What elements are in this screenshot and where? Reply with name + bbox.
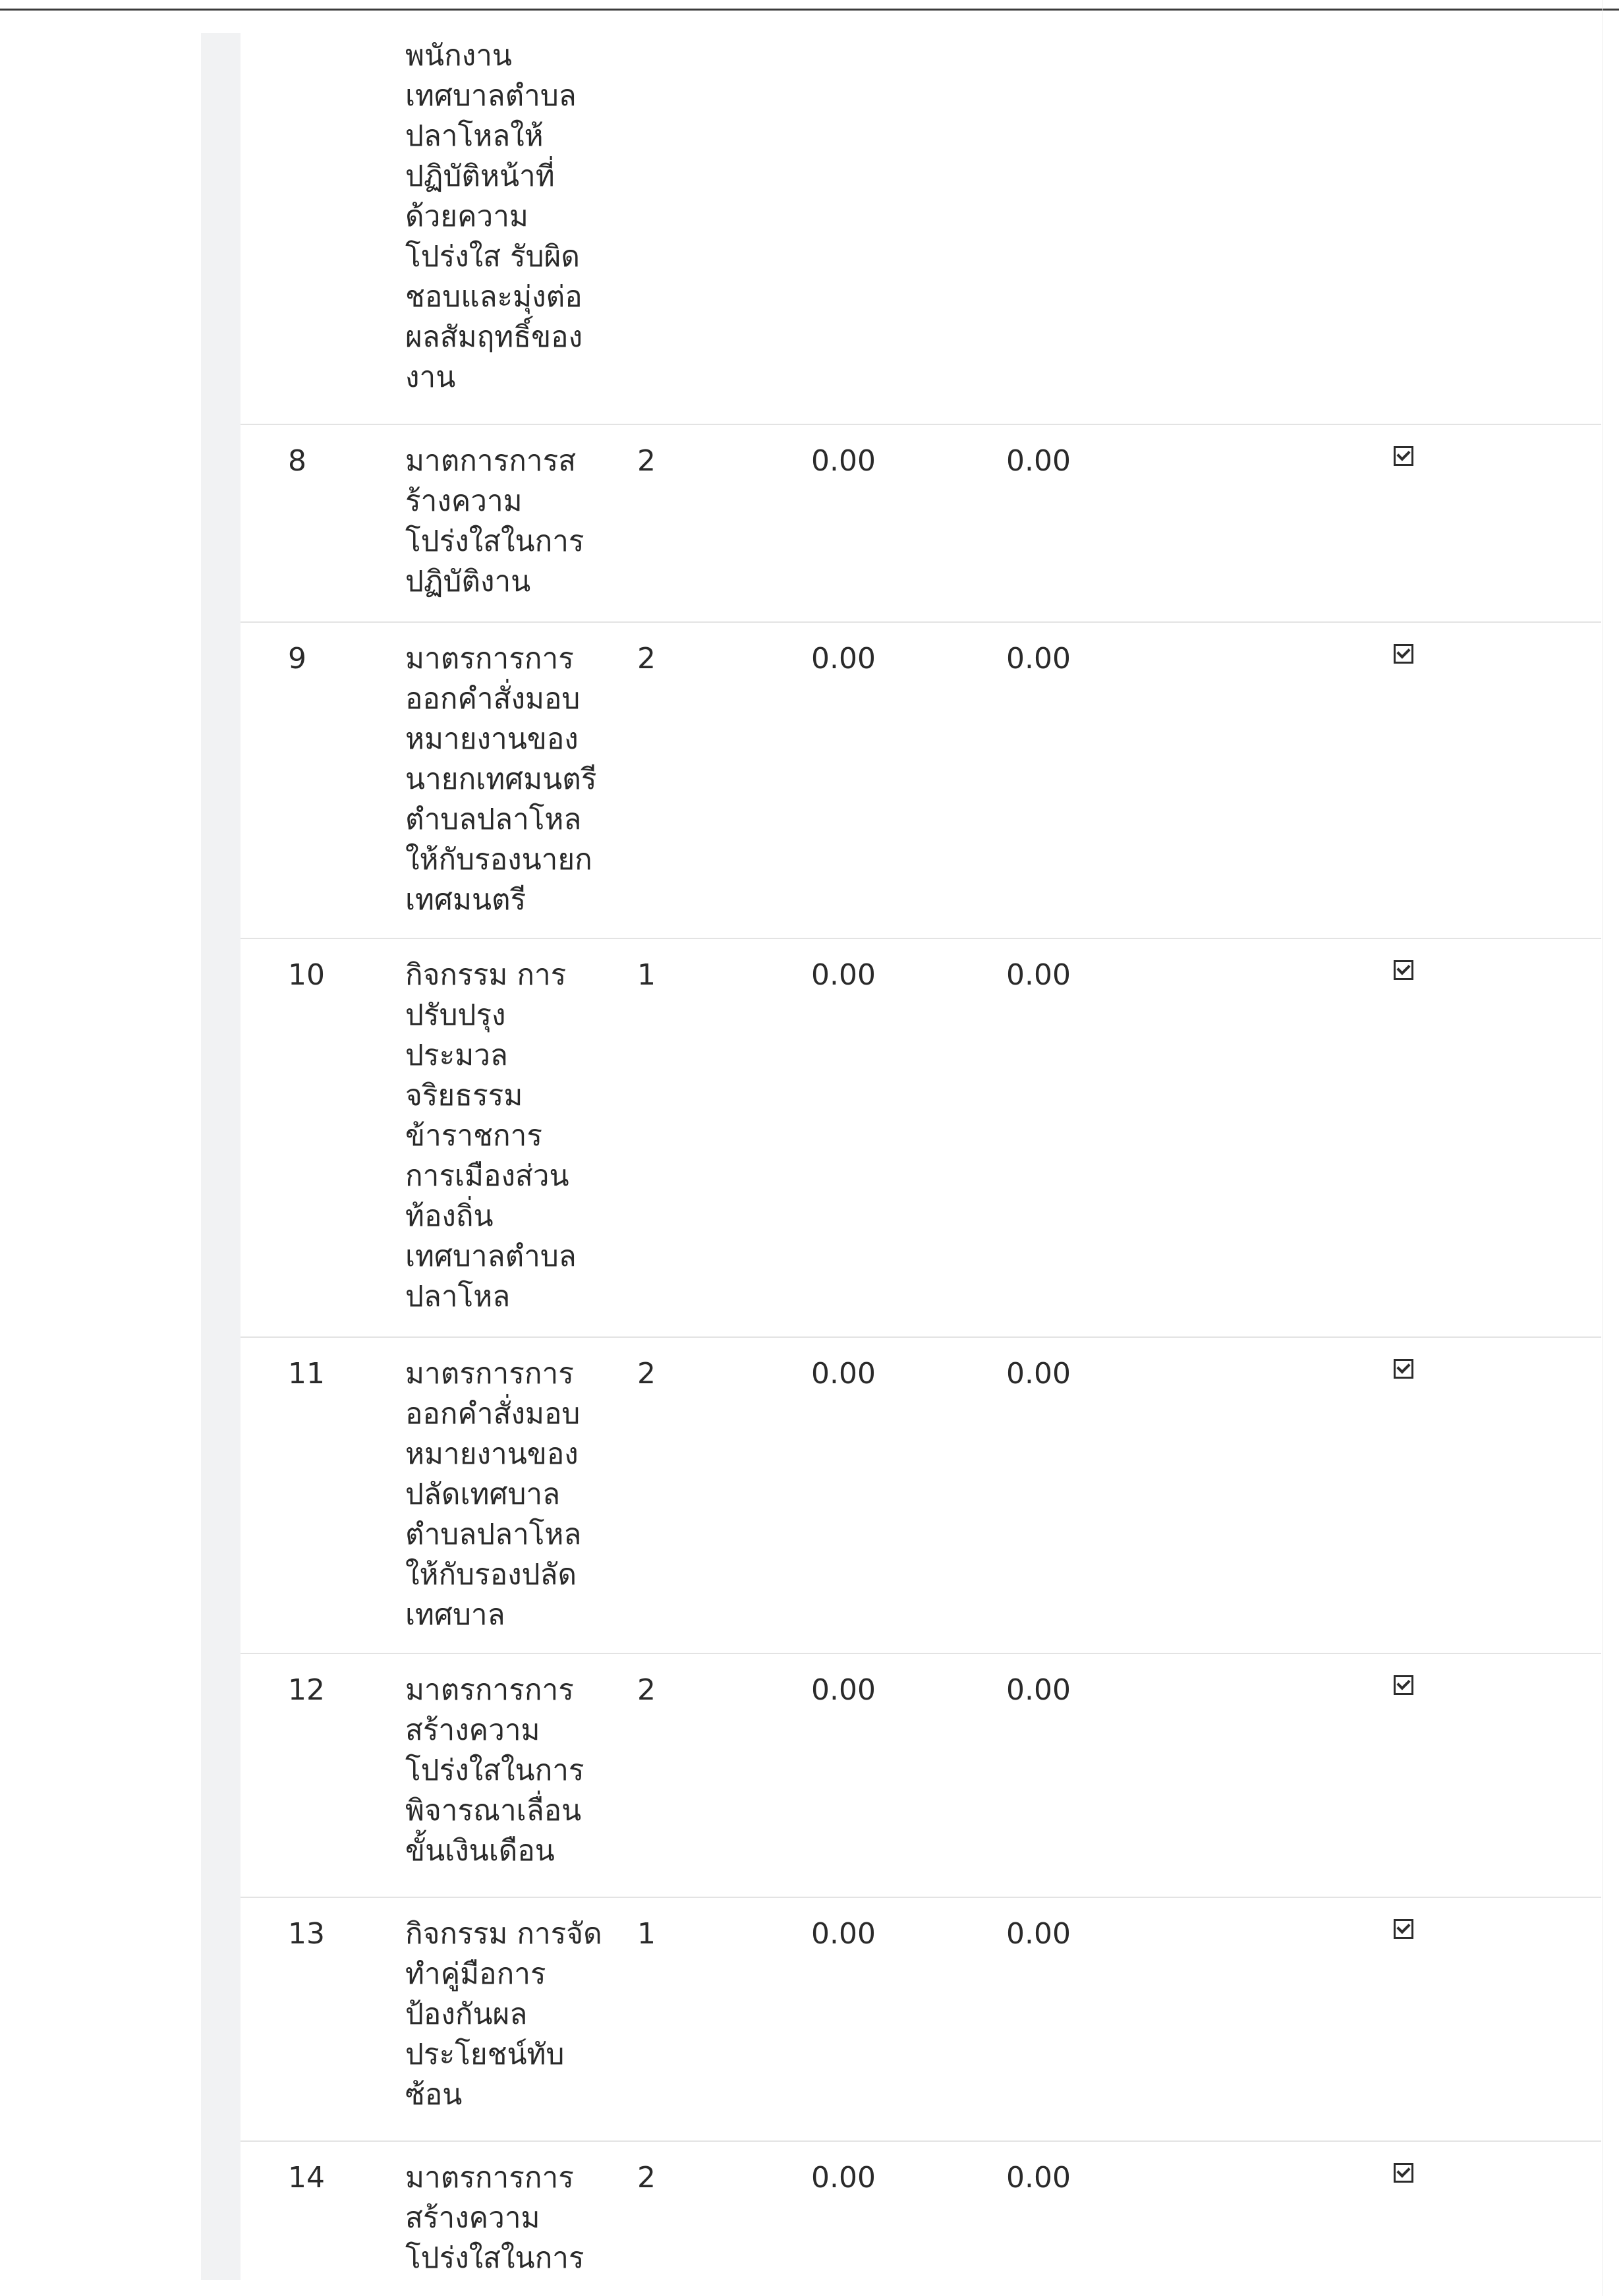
item-name (405, 36, 603, 397)
table-row (241, 1898, 1601, 2142)
item-name (405, 1914, 603, 2115)
item-name-line: ให้กับรองปลัด (405, 1558, 577, 1592)
item-name-line: นายกเทศมนตรี (405, 762, 597, 796)
table-row (241, 1338, 1601, 1654)
result-value: 0.00 (1006, 444, 1071, 478)
item-name-line: ข้าราชการ (405, 1119, 542, 1153)
item-name-line: พนักงาน (405, 39, 512, 72)
item-name-line: ด้วยความ (405, 200, 528, 233)
item-name-line: โปร่งใสในการ (405, 525, 584, 558)
item-name-line: งาน (405, 360, 456, 394)
result-value: 0.00 (1006, 1357, 1071, 1391)
item-name-line: ทำคู่มือการ (405, 1957, 546, 1991)
target-value: 0.00 (811, 958, 876, 992)
table-row (241, 623, 1601, 939)
checked-box-icon[interactable] (1391, 2156, 1420, 2185)
row-number: 13 (288, 1917, 325, 1951)
item-name-line: ตำบลปลาโหล (405, 803, 582, 836)
item-name-line: หมายงานของ (405, 722, 579, 756)
row-number: 9 (288, 642, 306, 675)
target-value: 0.00 (811, 642, 876, 675)
item-name-line: กิจกรรม การ (405, 958, 567, 992)
item-name-line: เทศบาลตำบล (405, 79, 577, 113)
item-name-line: มาตการการส (405, 444, 577, 478)
weight-value: 2 (637, 1673, 656, 1707)
row-number: 12 (288, 1673, 325, 1707)
weight-value: 1 (637, 958, 656, 992)
left-margin-band (201, 33, 241, 2280)
target-value: 0.00 (811, 1673, 876, 1707)
item-name-line: ป้องกันผล (405, 1997, 528, 2031)
item-name-line: สร้างความ (405, 2201, 540, 2235)
table-row (241, 1654, 1601, 1898)
weight-value: 2 (637, 1357, 656, 1391)
item-name-line: ปลาโหลให้ (405, 119, 544, 153)
item-name (405, 639, 603, 920)
result-value: 0.00 (1006, 1673, 1071, 1707)
item-name (405, 955, 603, 1317)
target-value: 0.00 (811, 2161, 876, 2195)
item-name-line: เทศบาลตำบล (405, 1240, 577, 1273)
target-value: 0.00 (811, 1357, 876, 1391)
weight-value: 1 (637, 1917, 656, 1951)
item-name-line: เทศบาล (405, 1598, 505, 1632)
item-name-line: ปลัดเทศบาล (405, 1478, 561, 1511)
row-number: 11 (288, 1357, 325, 1391)
result-value: 0.00 (1006, 1917, 1071, 1951)
item-name (405, 2158, 603, 2278)
item-name-line: มาตรการการ (405, 2161, 574, 2195)
weight-value: 2 (637, 2161, 656, 2195)
item-name-line: หมายงานของ (405, 1437, 579, 1471)
row-number: 8 (288, 444, 306, 478)
checked-box-icon[interactable] (1391, 1352, 1420, 1381)
item-name-line: กิจกรรม การจัด (405, 1917, 602, 1951)
item-name-line: ออกคำสั่งมอบ (405, 682, 581, 716)
item-name-line: การเมืองส่วน (405, 1159, 569, 1193)
checked-box-icon[interactable] (1391, 637, 1420, 666)
item-name-line: ร้างความ (405, 484, 523, 518)
item-name-line: ตำบลปลาโหล (405, 1518, 582, 1551)
target-value: 0.00 (811, 444, 876, 478)
item-name-line: มาตรการการ (405, 642, 574, 675)
table-row (241, 425, 1601, 623)
item-name-line: ปฏิบัติหน้าที่ (405, 159, 555, 193)
item-name-line: สร้างความ (405, 1713, 540, 1747)
item-name-line: พิจารณาเลื่อน (405, 1794, 582, 1827)
item-name-line: ปรับปรุง (405, 998, 506, 1032)
item-name-line: ประโยชน์ทับ (405, 2038, 565, 2071)
row-number: 14 (288, 2161, 325, 2195)
item-name (405, 1670, 603, 1871)
checked-box-icon[interactable] (1391, 440, 1420, 469)
table-row (241, 2142, 1601, 2296)
item-name-line: เทศมนตรี (405, 883, 526, 917)
item-name (405, 1354, 603, 1635)
item-name-line: มาตรการการ (405, 1673, 574, 1707)
item-name-line: มาตรการการ (405, 1357, 574, 1391)
checked-box-icon[interactable] (1391, 1912, 1420, 1941)
item-name-line: ซ้อน (405, 2078, 463, 2111)
item-name-line: จริยธรรม (405, 1079, 523, 1112)
result-value: 0.00 (1006, 642, 1071, 675)
page-top-rule (0, 0, 1619, 11)
weight-value: 2 (637, 444, 656, 478)
item-name-line: ประมวล (405, 1039, 508, 1072)
page-right-edge (1603, 0, 1619, 2296)
checked-box-icon[interactable] (1391, 954, 1420, 983)
target-value: 0.00 (811, 1917, 876, 1951)
item-name-line: ปลาโหล (405, 1280, 511, 1313)
item-name (405, 441, 603, 602)
weight-value: 2 (637, 642, 656, 675)
item-name-line: ให้กับรองนายก (405, 843, 592, 876)
item-name-line: ออกคำสั่งมอบ (405, 1397, 581, 1431)
item-name-line: ท้องถิ่น (405, 1199, 494, 1233)
row-number: 10 (288, 958, 325, 992)
item-name-line: โปร่งใสในการ (405, 1754, 584, 1787)
item-name-line: โปร่งใสในการ (405, 2241, 584, 2275)
result-value: 0.00 (1006, 958, 1071, 992)
table-row (241, 36, 1601, 425)
item-name-line: ผลสัมฤทธิ์ของ (405, 320, 583, 354)
result-value: 0.00 (1006, 2161, 1071, 2195)
item-name-line: โปร่งใส รับผิด (405, 240, 580, 273)
item-name-line: ปฏิบัติงาน (405, 565, 531, 598)
item-name-line: ชอบและมุ่งต่อ (405, 280, 582, 314)
item-name-line: ขั้นเงินเดือน (405, 1834, 555, 1868)
table-row (241, 939, 1601, 1338)
checked-box-icon[interactable] (1391, 1669, 1420, 1698)
